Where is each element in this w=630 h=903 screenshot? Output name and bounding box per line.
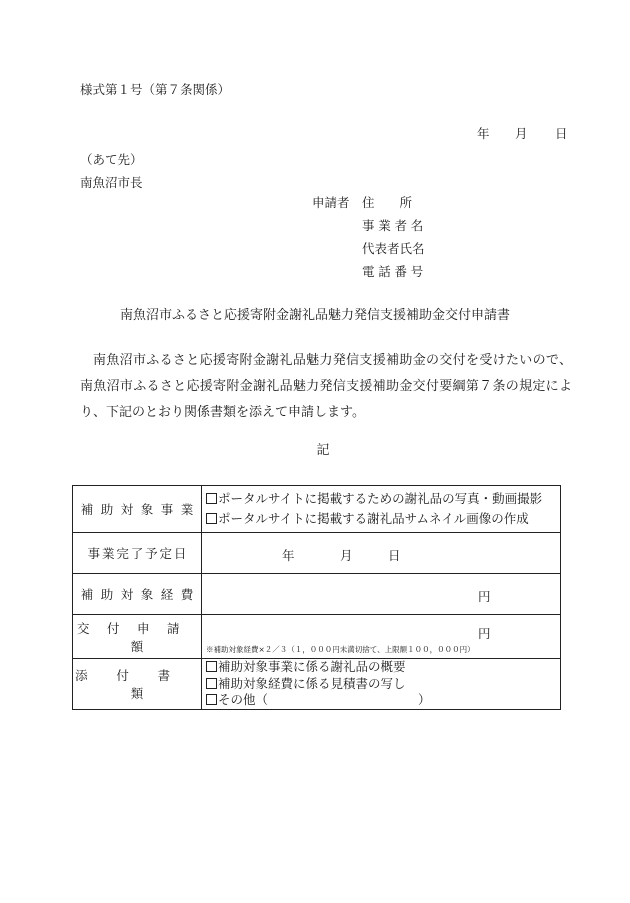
checkbox-icon[interactable] bbox=[206, 661, 217, 672]
attachment-item-estimate[interactable] bbox=[202, 676, 560, 693]
document-title: 南魚沼市ふるさと応援寄附金謝礼品魅力発信支援補助金交付申請書 bbox=[119, 308, 510, 323]
date-month: 月 bbox=[515, 126, 528, 141]
table-row-cost bbox=[73, 574, 561, 615]
attachments-label: 添付書類 bbox=[75, 668, 199, 701]
checkbox-icon[interactable] bbox=[206, 493, 217, 504]
date-line bbox=[477, 128, 568, 141]
table-row-attachments bbox=[73, 659, 561, 710]
completion-month: 月 bbox=[340, 548, 353, 563]
table-row-amount bbox=[73, 615, 561, 659]
attachment-item-other[interactable] bbox=[202, 692, 560, 709]
attachment-item-label: 補助対象事業に係る謝礼品の概要 bbox=[218, 659, 406, 675]
table-row-completion bbox=[73, 533, 561, 574]
cost-label: 補助対象経費 bbox=[80, 587, 201, 602]
applicant-label: 申請者 bbox=[312, 195, 350, 210]
applicant-representative: 代表者氏名 bbox=[362, 241, 425, 256]
project-label-cell bbox=[73, 486, 202, 533]
date-day: 日 bbox=[555, 126, 568, 141]
project-option-thumbnail[interactable] bbox=[202, 509, 560, 529]
project-options-cell bbox=[202, 486, 561, 533]
amount-field[interactable] bbox=[202, 615, 561, 659]
application-table bbox=[72, 485, 561, 710]
applicant-address: 住 所 bbox=[362, 195, 413, 210]
project-label: 補助対象事業 bbox=[80, 502, 201, 517]
table-row-project bbox=[73, 486, 561, 533]
project-option-label: ポータルサイトに掲載する謝礼品サムネイル画像の作成 bbox=[218, 511, 529, 526]
attachments-cell bbox=[202, 659, 561, 710]
cost-field[interactable] bbox=[202, 574, 561, 615]
amount-label-cell bbox=[73, 615, 202, 659]
attachment-item-overview[interactable] bbox=[202, 659, 560, 676]
completion-year: 年 bbox=[282, 548, 295, 563]
attachment-item-label: 補助対象経費に係る見積書の写し bbox=[218, 675, 406, 691]
attachments-label-cell bbox=[73, 659, 202, 710]
form-number: 様式第１号（第７条関係） bbox=[80, 82, 231, 97]
body-paragraph: 南魚沼市ふるさと応援寄附金謝礼品魅力発信支援補助金の交付を受けたいので、南魚沼市ふるさと応援寄附金謝礼品魅力発信支援補助金交付要綱第７条の規定により、下記のとおり関係書類を添えて申請します。 bbox=[80, 353, 572, 420]
addressee: 南魚沼市長 bbox=[80, 175, 143, 190]
cost-label-cell bbox=[73, 574, 202, 615]
project-option-label: ポータルサイトに掲載するための謝礼品の写真・動画撮影 bbox=[218, 491, 543, 506]
cost-unit: 円 bbox=[478, 589, 491, 604]
completion-label-cell bbox=[73, 533, 202, 574]
completion-day: 日 bbox=[388, 548, 401, 563]
completion-date-field[interactable] bbox=[202, 533, 561, 574]
amount-unit: 円 bbox=[478, 626, 491, 641]
date-year: 年 bbox=[477, 126, 490, 141]
addressee-label: （あて先） bbox=[80, 152, 143, 167]
attachment-item-label: その他（ ） bbox=[218, 692, 431, 708]
applicant-phone: 電話番号 bbox=[362, 264, 428, 279]
checkbox-icon[interactable] bbox=[206, 678, 217, 689]
amount-note: ※補助対象経費×２／３（１，０００円未満切捨て、上限額１００，０００円） bbox=[206, 645, 475, 654]
amount-label: 交付申請額 bbox=[76, 620, 197, 654]
completion-label: 事業完了予定日 bbox=[87, 546, 189, 561]
project-option-photo[interactable] bbox=[202, 489, 560, 509]
applicant-business-name: 事業者名 bbox=[362, 218, 428, 233]
checkbox-icon[interactable] bbox=[206, 694, 217, 705]
ki-heading: 記 bbox=[316, 443, 330, 458]
checkbox-icon[interactable] bbox=[206, 513, 217, 524]
